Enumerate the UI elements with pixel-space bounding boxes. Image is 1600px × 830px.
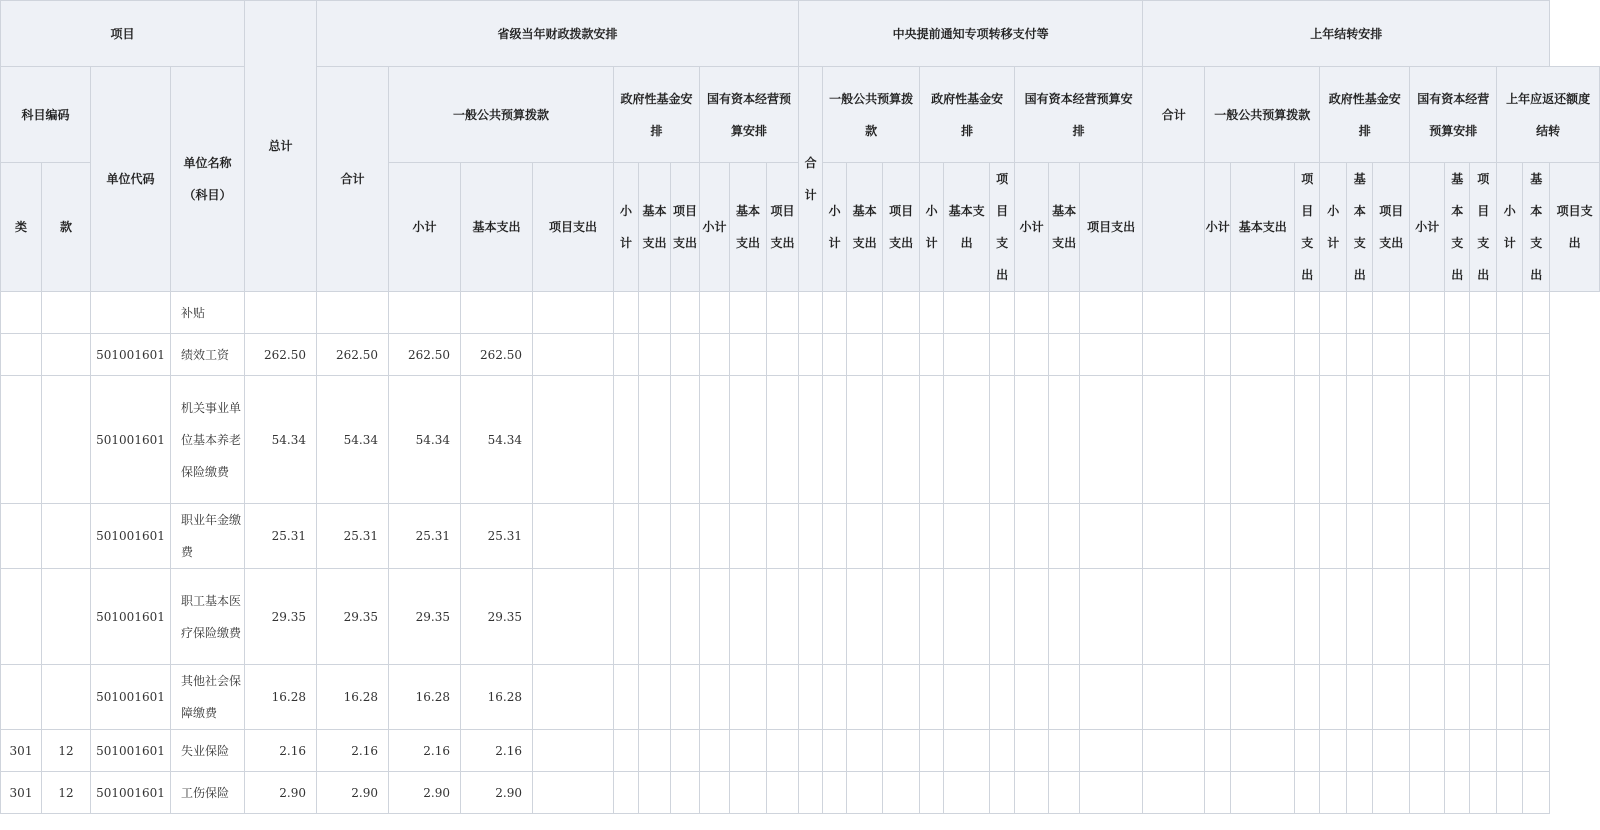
cell-item <box>42 569 91 665</box>
table-row <box>1 334 1600 376</box>
cell-total: 54.34 <box>245 376 317 504</box>
header-total: 总计 <box>245 1 317 292</box>
cell-heji: 54.34 <box>317 376 389 504</box>
cell-cat <box>1 665 42 730</box>
header-g1-gen-subtotal: 小计 <box>389 163 461 292</box>
header-cat: 类 <box>1 163 42 292</box>
header-item: 款 <box>42 163 91 292</box>
cell-item: 12 <box>42 730 91 772</box>
header-g3-ret-project: 项目支出 <box>1550 163 1600 292</box>
cell-unit-name: 职业年金缴费 <box>171 504 245 569</box>
header-group-carryover: 上年结转安排 <box>1143 1 1550 67</box>
table-row <box>1 772 1600 814</box>
cell-basic: 25.31 <box>461 504 533 569</box>
cell-basic: 262.50 <box>461 334 533 376</box>
cell-heji: 25.31 <box>317 504 389 569</box>
header-g2-cap-project: 项目支出 <box>1080 163 1143 292</box>
header-g3-ret-basic: 基本支出 <box>1523 163 1550 292</box>
header-g3-gen-basic: 基本支出 <box>1231 163 1295 292</box>
cell-cat <box>1 504 42 569</box>
header-project: 项目 <box>1 1 245 67</box>
header-g2-cap-subtotal: 小计 <box>1015 163 1049 292</box>
header-g3-cap-basic: 基本支出 <box>1445 163 1470 292</box>
header-g3-gov-fund: 政府性基金安排 <box>1320 67 1410 163</box>
header-subject-code: 科目编码 <box>1 67 91 163</box>
cell-subtotal: 54.34 <box>389 376 461 504</box>
header-unit-code: 单位代码 <box>91 67 171 292</box>
cell-total: 2.16 <box>245 730 317 772</box>
header-g2-gen-basic: 基本支出 <box>847 163 883 292</box>
cell-total: 16.28 <box>245 665 317 730</box>
header-g3-total-blank <box>1143 163 1205 292</box>
header-g3-state-capital: 国有资本经营预算安排 <box>1410 67 1497 163</box>
table-row <box>1 730 1600 772</box>
cell-subtotal: 2.16 <box>389 730 461 772</box>
header-row-1 <box>1 1 1600 67</box>
cell-item <box>42 504 91 569</box>
cell-unit-code: 501001601 <box>91 504 171 569</box>
cell-heji: 2.90 <box>317 772 389 814</box>
cell-unit-name: 工伤保险 <box>171 772 245 814</box>
cell-item: 12 <box>42 772 91 814</box>
header-g3-ret-subtotal: 小计 <box>1497 163 1523 292</box>
cell-heji <box>317 292 389 334</box>
header-g3-fund-basic: 基本支出 <box>1347 163 1373 292</box>
header-g1-cap-subtotal: 小计 <box>700 163 730 292</box>
table-row <box>1 504 1600 569</box>
header-g3-prev-return: 上年应返还额度结转 <box>1497 67 1600 163</box>
cell-subtotal: 2.90 <box>389 772 461 814</box>
cell-basic <box>461 292 533 334</box>
cell-basic: 16.28 <box>461 665 533 730</box>
cell-total: 29.35 <box>245 569 317 665</box>
cell-cat <box>1 376 42 504</box>
cell-subtotal: 25.31 <box>389 504 461 569</box>
cell-unit-code: 501001601 <box>91 665 171 730</box>
header-g2-fund-subtotal: 小计 <box>920 163 944 292</box>
header-g1-fund-basic: 基本支出 <box>639 163 671 292</box>
header-g3-general: 一般公共预算拨款 <box>1205 67 1320 163</box>
header-g3-gen-subtotal: 小计 <box>1205 163 1231 292</box>
header-g2-gov-fund: 政府性基金安排 <box>920 67 1015 163</box>
header-g1-gen-project: 项目支出 <box>533 163 614 292</box>
cell-cat <box>1 292 42 334</box>
header-group-provincial: 省级当年财政拨款安排 <box>317 1 799 67</box>
cell-subtotal: 262.50 <box>389 334 461 376</box>
header-g3-cap-project: 项目支出 <box>1470 163 1497 292</box>
cell-unit-name: 职工基本医疗保险缴费 <box>171 569 245 665</box>
header-g1-general: 一般公共预算拨款 <box>389 67 614 163</box>
cell-unit-code: 501001601 <box>91 772 171 814</box>
header-g1-fund-subtotal: 小计 <box>614 163 639 292</box>
header-g1-cap-basic: 基本支出 <box>730 163 767 292</box>
header-g1-gen-basic: 基本支出 <box>461 163 533 292</box>
cell-cat: 301 <box>1 772 42 814</box>
cell-item <box>42 292 91 334</box>
header-g1-total: 合计 <box>317 67 389 292</box>
header-g3-gen-project: 项目支出 <box>1295 163 1320 292</box>
cell-unit-code <box>91 292 171 334</box>
cell-unit-code: 501001601 <box>91 376 171 504</box>
header-g3-total: 合计 <box>1143 67 1205 163</box>
header-unit-name: 单位名称（科目） <box>171 67 245 292</box>
cell-heji: 29.35 <box>317 569 389 665</box>
cell-total: 2.90 <box>245 772 317 814</box>
cell-unit-name: 机关事业单位基本养老保险缴费 <box>171 376 245 504</box>
table-row <box>1 376 1600 504</box>
cell-unit-name: 绩效工资 <box>171 334 245 376</box>
table-row <box>1 569 1600 665</box>
header-g1-state-capital: 国有资本经营预算安排 <box>700 67 799 163</box>
cell-basic: 54.34 <box>461 376 533 504</box>
cell-unit-name: 其他社会保障缴费 <box>171 665 245 730</box>
table-row <box>1 665 1600 730</box>
header-g2-total: 合计 <box>799 67 823 292</box>
cell-subtotal <box>389 292 461 334</box>
cell-cat <box>1 334 42 376</box>
header-g1-cap-project: 项目支出 <box>767 163 799 292</box>
header-g3-fund-project: 项目支出 <box>1373 163 1410 292</box>
header-g2-gen-project: 项目支出 <box>883 163 920 292</box>
cell-subtotal: 29.35 <box>389 569 461 665</box>
cell-unit-code: 501001601 <box>91 334 171 376</box>
header-g2-general: 一般公共预算拨款 <box>823 67 920 163</box>
cell-unit-code: 501001601 <box>91 569 171 665</box>
header-row-2 <box>1 67 1600 163</box>
cell-heji: 262.50 <box>317 334 389 376</box>
cell-unit-name: 补贴 <box>171 292 245 334</box>
cell-subtotal: 16.28 <box>389 665 461 730</box>
header-g2-fund-basic: 基本支出 <box>944 163 990 292</box>
header-g3-fund-subtotal: 小计 <box>1320 163 1347 292</box>
cell-total: 262.50 <box>245 334 317 376</box>
cell-basic: 2.16 <box>461 730 533 772</box>
cell-heji: 2.16 <box>317 730 389 772</box>
header-g2-gen-subtotal: 小计 <box>823 163 847 292</box>
cell-total: 25.31 <box>245 504 317 569</box>
cell-heji: 16.28 <box>317 665 389 730</box>
cell-item <box>42 334 91 376</box>
cell-basic: 29.35 <box>461 569 533 665</box>
header-g2-cap-basic: 基本支出 <box>1049 163 1080 292</box>
header-g1-gov-fund: 政府性基金安排 <box>614 67 700 163</box>
cell-item <box>42 665 91 730</box>
cell-total <box>245 292 317 334</box>
cell-cat: 301 <box>1 730 42 772</box>
table-row <box>1 292 1600 334</box>
cell-cat <box>1 569 42 665</box>
cell-unit-code: 501001601 <box>91 730 171 772</box>
header-group-central: 中央提前通知专项转移支付等 <box>799 1 1143 67</box>
cell-unit-name: 失业保险 <box>171 730 245 772</box>
header-g2-state-capital: 国有资本经营预算安排 <box>1015 67 1143 163</box>
header-g2-fund-project: 项目支出 <box>990 163 1015 292</box>
cell-basic: 2.90 <box>461 772 533 814</box>
header-g1-fund-project: 项目支出 <box>671 163 700 292</box>
cell-item <box>42 376 91 504</box>
header-g3-cap-subtotal: 小计 <box>1410 163 1445 292</box>
